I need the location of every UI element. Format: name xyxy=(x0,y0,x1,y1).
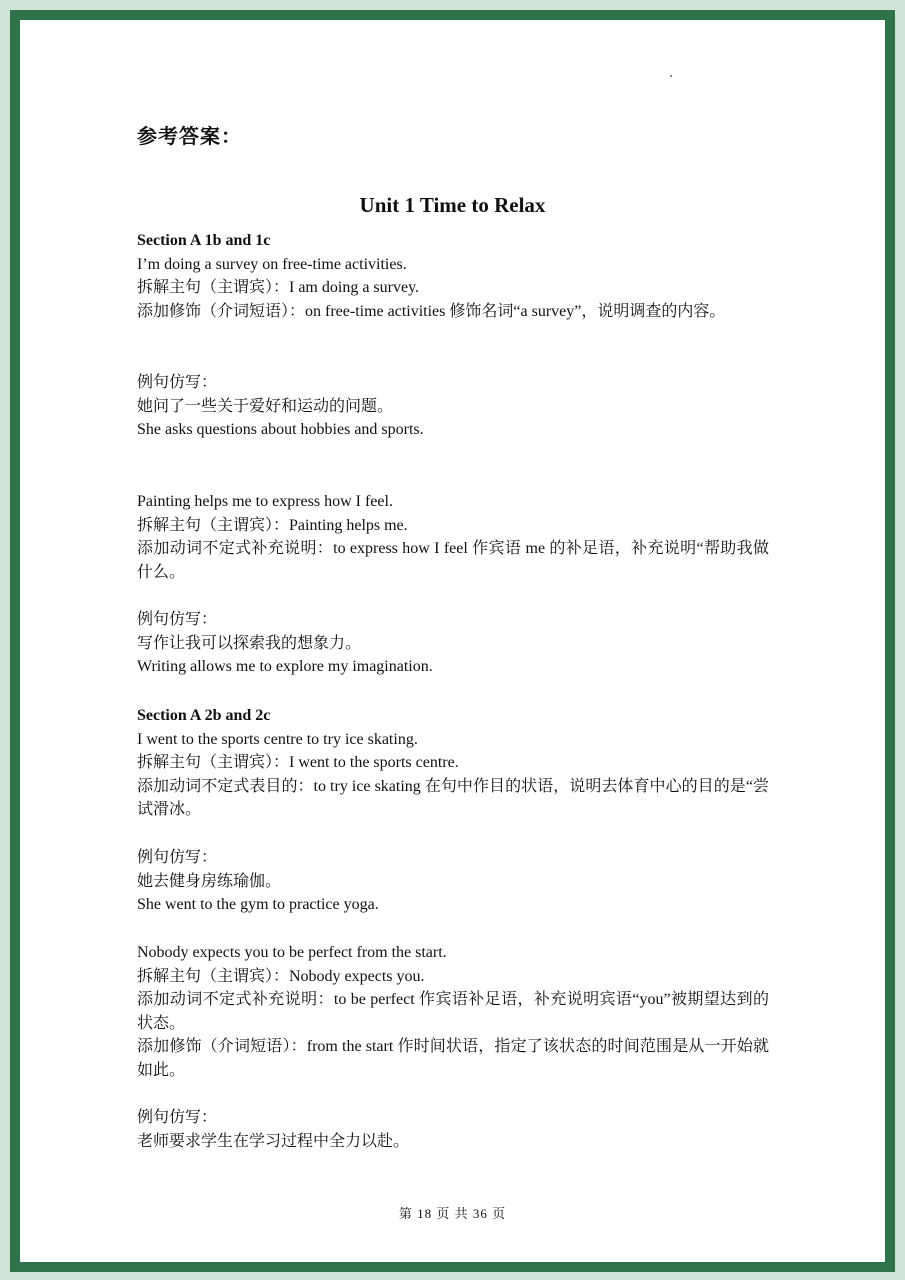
split-line: 拆解主句（主谓宾）：I went to the sports centre. xyxy=(137,754,459,772)
sentence: I went to the sports centre to try ice skating. xyxy=(137,730,418,748)
section-label: Section A 2b and 2c xyxy=(137,707,271,724)
example-cn: 写作让我可以探索我的想象力。 xyxy=(137,634,362,652)
page-number: 第 18 页 共 36 页 xyxy=(398,1206,507,1221)
example-label: 例句仿写： xyxy=(137,1109,218,1126)
scan-speck xyxy=(670,75,672,77)
section-2 xyxy=(137,704,769,822)
example-en: She asks questions about hobbies and sports. xyxy=(137,421,424,439)
modifier-line: 添加修饰（介词短语）：from the start 作时间状语，指定了该状态的时间范围是从一开始就如此。 xyxy=(137,1038,769,1079)
section-1 xyxy=(137,229,769,323)
modifier-line: 添加动词不定式补充说明：to be perfect 作宾语补足语，补充说明宾语“you”被期望达到的状态。 xyxy=(137,991,769,1032)
example-label: 例句仿写： xyxy=(137,374,218,391)
example-cn: 老师要求学生在学习过程中全力以赴。 xyxy=(137,1132,410,1150)
split-line: 拆解主句（主谓宾）：Nobody expects you. xyxy=(137,967,425,985)
example-cn: 她问了一些关于爱好和运动的问题。 xyxy=(137,397,394,415)
sentence: Painting helps me to express how I feel. xyxy=(137,493,393,510)
modifier-line: 添加动词不定式补充说明：to express how I feel 作宾语 me 的补足语，补充说明“帮助我做什么。 xyxy=(137,540,769,581)
example-label: 例句仿写： xyxy=(137,611,218,628)
example-cn: 她去健身房练瑜伽。 xyxy=(137,872,282,890)
sentence: I’m doing a survey on free-time activities. xyxy=(137,255,407,273)
split-line: 拆解主句（主谓宾）：I am doing a survey. xyxy=(137,279,420,297)
example-en: Writing allows me to explore my imagination. xyxy=(137,658,433,676)
sentence-block-4 xyxy=(137,941,769,1083)
unit-title: Unit 1 Time to Relax xyxy=(359,193,546,217)
modifier-line: 添加动词不定式表目的：to try ice skating 在句中作目的状语，说明去体育中心的目的是“尝试滑冰。 xyxy=(137,777,769,819)
split-line: 拆解主句（主谓宾）：Painting helps me. xyxy=(137,516,408,534)
example-en: She went to the gym to practice yoga. xyxy=(137,896,379,914)
example-4 xyxy=(137,1106,769,1153)
sentence: Nobody expects you to be perfect from the start. xyxy=(137,944,447,961)
sentence-block-2 xyxy=(137,490,769,584)
section-label: Section A 1b and 1c xyxy=(137,232,271,249)
modifier-line: 添加修饰（介词短语）：on free-time activities 修饰名词“a survey”，说明调查的内容。 xyxy=(137,302,726,320)
example-2 xyxy=(137,608,769,679)
example-label: 例句仿写： xyxy=(137,849,218,866)
answer-heading: 参考答案： xyxy=(137,124,242,148)
example-1 xyxy=(137,371,769,442)
example-3 xyxy=(137,846,769,917)
